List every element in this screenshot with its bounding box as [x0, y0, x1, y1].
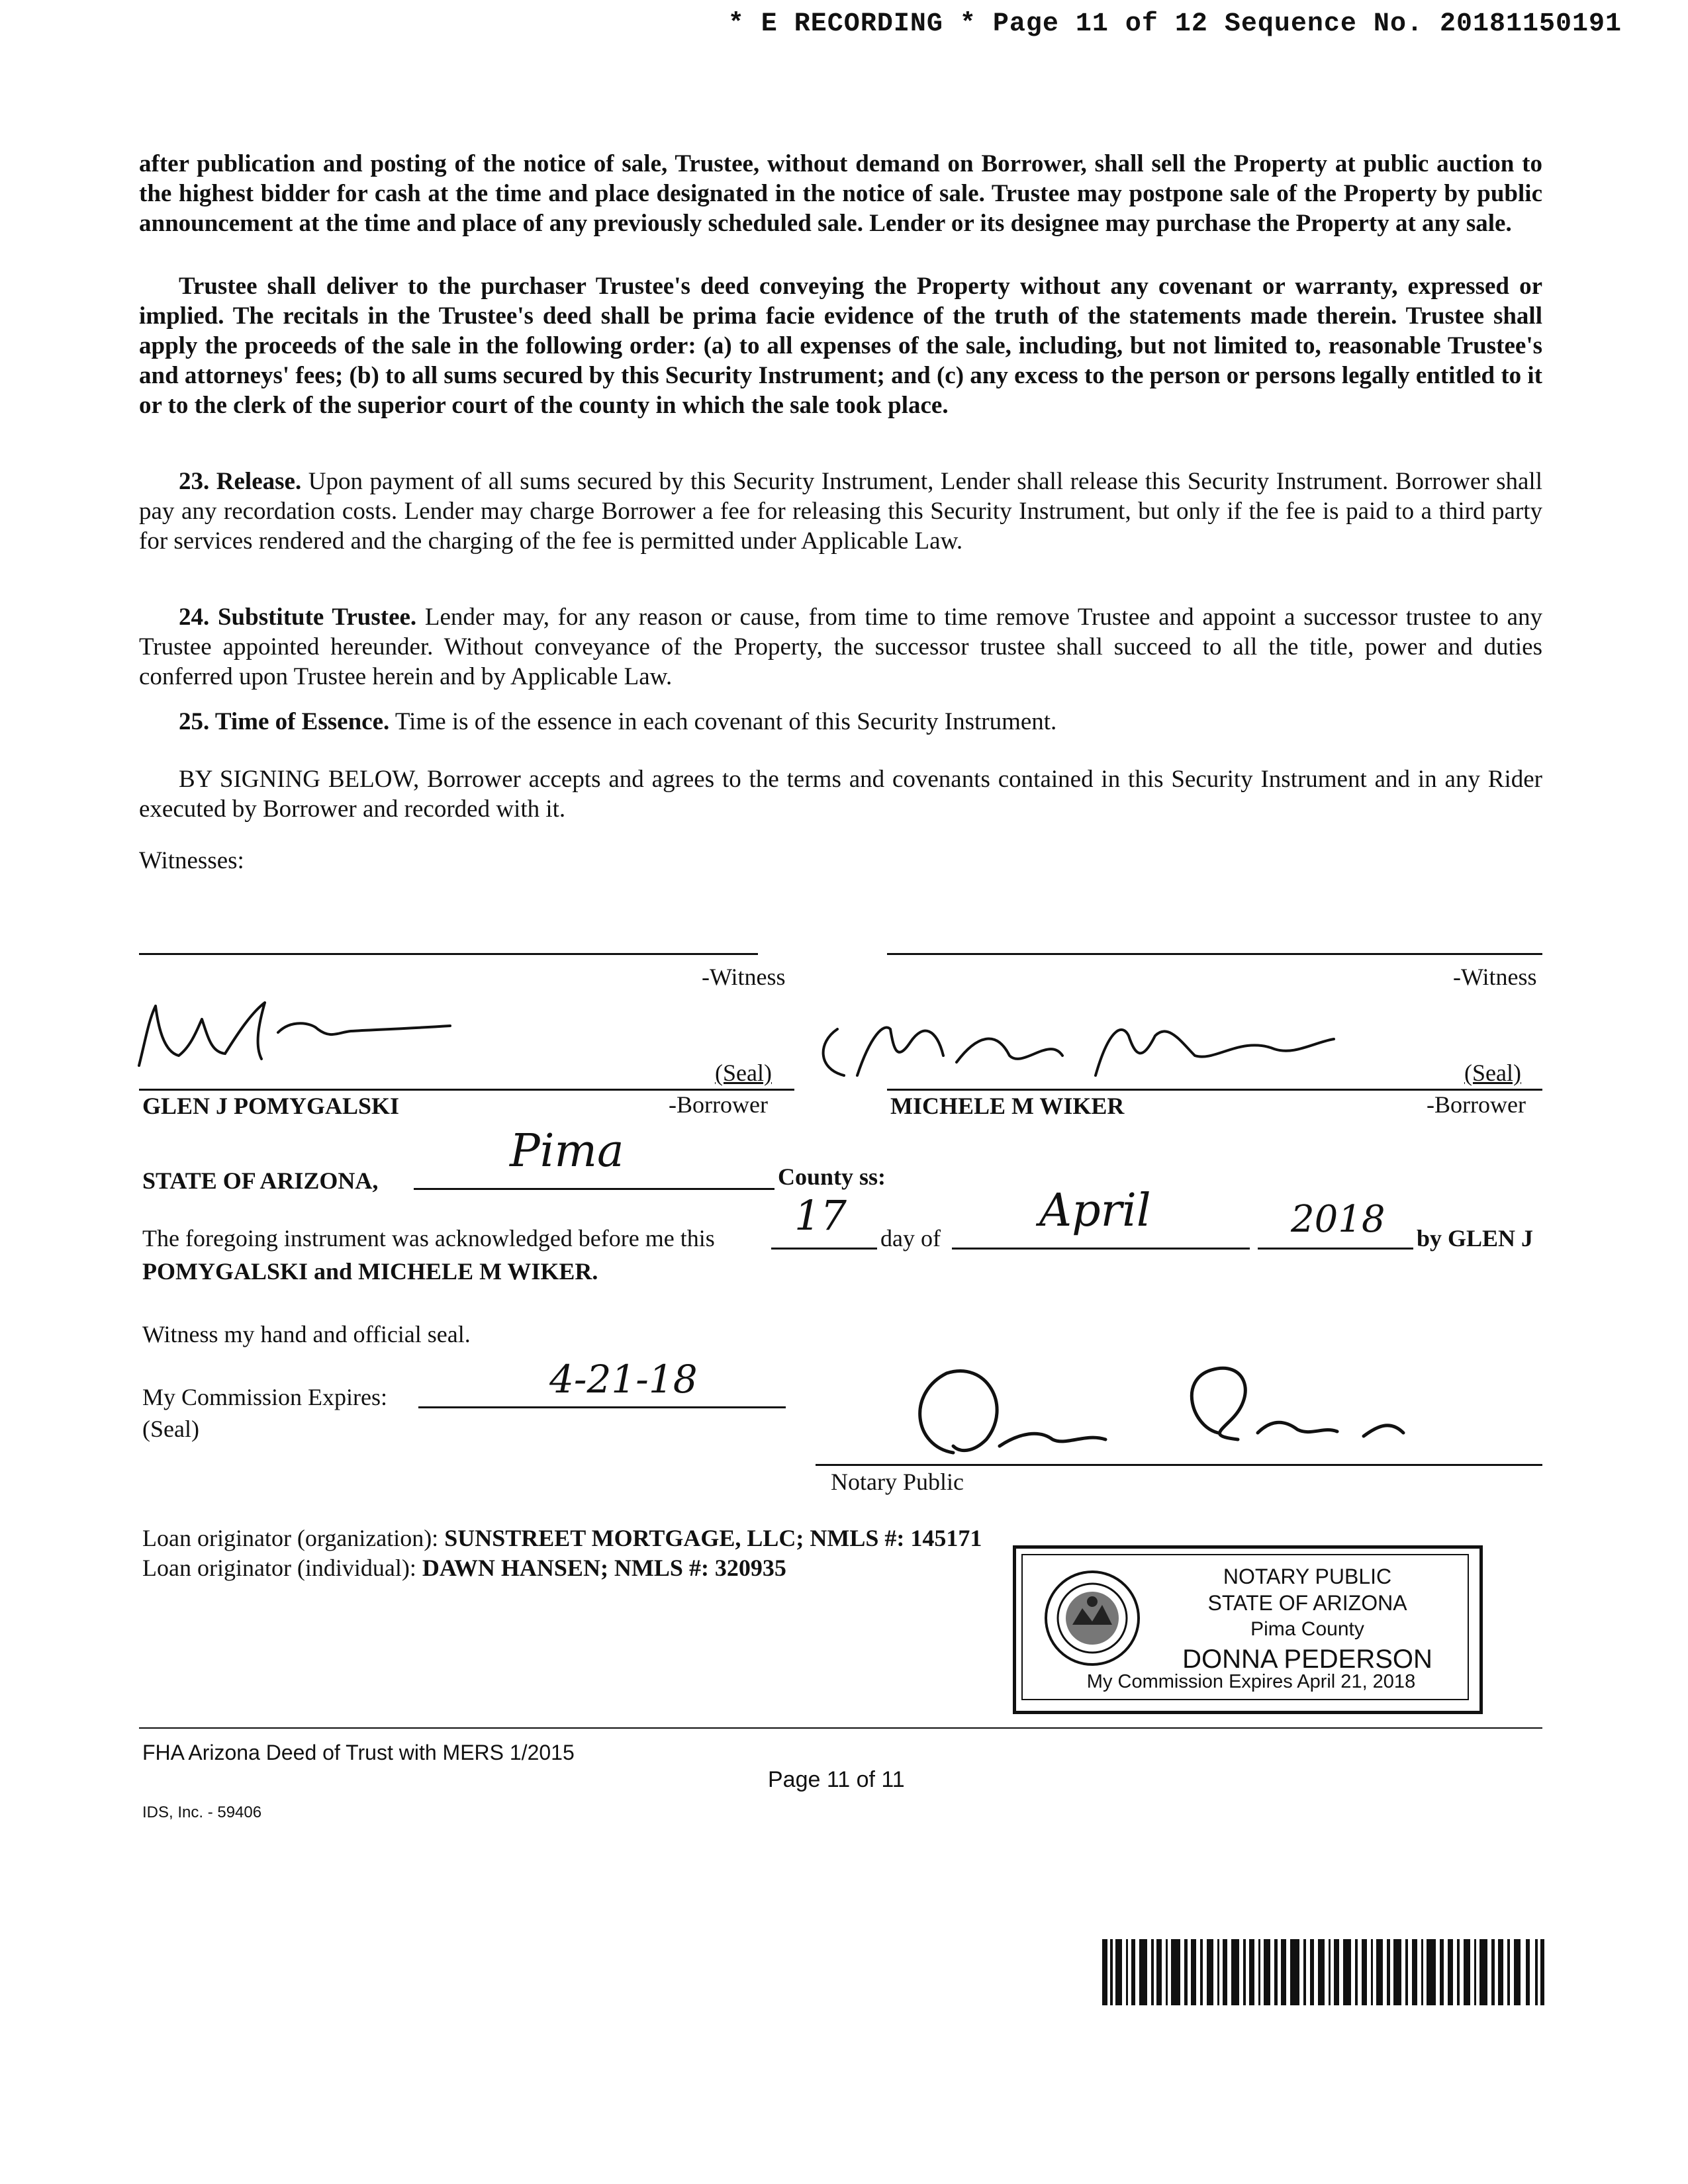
borrower2-seal-label: (Seal) [1464, 1060, 1521, 1086]
notary-stamp [1013, 1545, 1483, 1714]
recording-header: * E RECORDING * Page 11 of 12 Sequence No. 20181150191 [727, 9, 1622, 39]
stamp-line-notary-public: NOTARY PUBLIC [1223, 1565, 1392, 1588]
barcode-icon [1102, 1939, 1546, 2005]
section-24-heading: 24. Substitute Trustee. [179, 604, 417, 631]
section-24-text: Lender may, for any reason or cause, from time to time remove Trustee and appoint a successor trustee to any Trustee appointed hereunder. Without conveyance of the Property, the successor trustee shall succeed to all the title, power and duties conferred upon Trustee herein and by Applicable Law. [139, 604, 1542, 690]
borrower1-role: -Borrower [669, 1091, 768, 1118]
loan-originator-org-label: Loan originator (organization): [142, 1525, 439, 1551]
loan-originator-ind-value: DAWN HANSEN; NMLS #: 320935 [422, 1555, 786, 1581]
borrower1-name: GLEN J POMYGALSKI [142, 1093, 400, 1119]
witnesses-label: Witnesses: [139, 847, 244, 874]
borrower1-seal-label: (Seal) [715, 1060, 772, 1086]
commission-line [418, 1406, 786, 1408]
state-label: STATE OF ARIZONA, [142, 1167, 379, 1194]
day-of-label: day of [880, 1225, 941, 1251]
acknowledged-names: POMYGALSKI and MICHELE M WIKER. [142, 1258, 598, 1285]
commission-expires-label: My Commission Expires: [142, 1384, 388, 1410]
section-23-heading: 23. Release. [179, 468, 302, 495]
borrower2-name: MICHELE M WIKER [890, 1093, 1125, 1119]
witness-line-right [887, 953, 1542, 955]
paragraph-sale-notice: after publication and posting of the notice of sale, Trustee, without demand on Borrower, shall sell the Property at public auction to the highest bidder for cash at the time and place designated in the notice of sale. Trustee may postpone sale of the Property by public announcement at the time and place of any previously scheduled sale. Lender or its designee may purchase the Property at any sale. [139, 150, 1542, 237]
day-handwritten: 17 [794, 1191, 847, 1240]
paragraph-trustee-deed: Trustee shall deliver to the purchaser Trustee's deed conveying the Property without any covenant or warranty, expressed or implied. The recitals in the Trustee's deed shall be prima facie evidence of the truth of the statements made therein. Trustee shall apply the proceeds of the sale in the following order: (a) to all expenses of the sale, including, but not limited to, reasonable Trustee's and attorneys' fees; (b) to all sums secured by this Security Instrument; and (c) any excess to the person or persons legally entitled to it or to the clerk of the superior court of the county in which the sale took place. [139, 273, 1542, 419]
month-handwritten: April [1039, 1185, 1151, 1237]
year-line [1258, 1248, 1413, 1250]
loan-originator-ind-label: Loan originator (individual): [142, 1555, 416, 1581]
footer-ids: IDS, Inc. - 59406 [142, 1803, 262, 1821]
by-label: by GLEN J [1417, 1225, 1534, 1251]
stamp-line-county: Pima County [1250, 1618, 1364, 1640]
witness-line-left [139, 953, 758, 955]
borrower2-signature [811, 1009, 1354, 1089]
footer-rule [139, 1727, 1542, 1729]
borrower2-role: -Borrower [1427, 1091, 1526, 1118]
loan-originator-organization [142, 1524, 982, 1552]
witness-label-left: -Witness [702, 964, 786, 990]
year-handwritten: 2018 [1291, 1198, 1385, 1241]
section-24-substitute-trustee [139, 602, 1542, 692]
borrower1-signature [119, 993, 490, 1079]
notary-public-label: Notary Public [831, 1469, 964, 1495]
stamp-line-commission: My Commission Expires April 21, 2018 [1086, 1671, 1416, 1692]
loan-originator-individual [142, 1554, 786, 1582]
section-23-text: Upon payment of all sums secured by this Security Instrument, Lender shall release this Security Instrument. Borrower shall pay any recordation costs. Lender may charge Borrower a fee for releasing this Security Instrument, but only if the fee is paid to a third party for services rendered and the charging of the fee is permitted under Applicable Law. [139, 468, 1542, 555]
footer-page-number: Page 11 of 11 [768, 1767, 905, 1792]
state-seal-icon [1043, 1569, 1142, 1668]
notary-signature-line [816, 1464, 1542, 1466]
commission-date-handwritten: 4-21-18 [549, 1357, 698, 1402]
witness-label-right: -Witness [1453, 964, 1537, 990]
seal-placeholder: (Seal) [142, 1416, 199, 1442]
stamp-line-name: DONNA PEDERSON [1182, 1645, 1432, 1674]
section-23-release [139, 467, 1542, 556]
notary-signature [887, 1353, 1470, 1469]
by-signing-paragraph: BY SIGNING BELOW, Borrower accepts and agrees to the terms and covenants contained in this Security Instrument and in any Rider executed by Borrower and recorded with it. [139, 766, 1542, 823]
form-name: FHA Arizona Deed of Trust with MERS 1/2015 [142, 1741, 575, 1764]
county-handwritten: Pima [510, 1125, 624, 1177]
notary-stamp-text [1155, 1563, 1460, 1676]
section-25-time-of-essence [139, 707, 1542, 737]
county-line [414, 1188, 774, 1190]
section-25-text: Time is of the essence in each covenant of this Security Instrument. [389, 708, 1057, 735]
stamp-line-state: STATE OF ARIZONA [1207, 1591, 1407, 1615]
section-25-heading: 25. Time of Essence. [179, 708, 390, 735]
county-label: County ss: [778, 1163, 886, 1190]
foregoing-text: The foregoing instrument was acknowledged before me this [142, 1225, 715, 1251]
witness-hand-text: Witness my hand and official seal. [142, 1321, 471, 1347]
day-line [771, 1248, 877, 1250]
loan-originator-org-value: SUNSTREET MORTGAGE, LLC; NMLS #: 145171 [444, 1525, 982, 1551]
month-line [952, 1248, 1250, 1250]
